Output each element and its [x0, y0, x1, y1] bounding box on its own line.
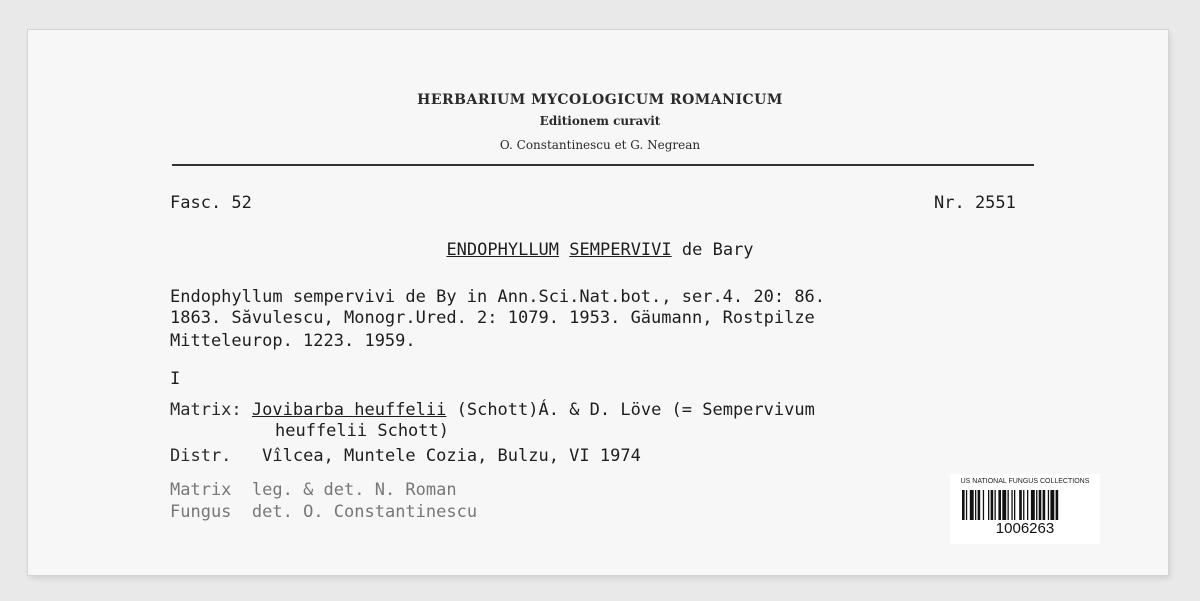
barcode-bar — [962, 490, 965, 520]
barcode-bar — [1002, 490, 1006, 520]
determiner-label: Fungus — [170, 502, 232, 522]
collector-line — [170, 480, 457, 501]
matrix-line-2: heuffelii Schott) — [275, 421, 449, 441]
barcode-bar — [966, 490, 967, 520]
host-name: Jovibarba heuffelii — [251, 400, 447, 420]
fascicle-number: Fasc. 52 — [170, 193, 252, 213]
determiner-text: det. O. Constantinescu — [251, 502, 478, 522]
collector-label: Matrix — [170, 480, 232, 500]
editors: O. Constantinescu et G. Negrean — [499, 138, 701, 152]
barcode-number: 1006263 — [995, 520, 1055, 537]
taxon-species: SEMPERVIVI — [569, 240, 672, 260]
barcode-bar — [1011, 490, 1012, 520]
specimen-number: Nr. 2551 — [934, 193, 1016, 213]
host-authority: (Schott)Á. & D. Löve (= Sempervivum — [446, 400, 815, 420]
barcode-bar — [995, 490, 996, 520]
barcode-bar — [991, 490, 994, 520]
distribution-text: Vîlcea, Muntele Cozia, Bulzu, VI 1974 — [262, 446, 641, 466]
header-divider — [172, 164, 1034, 166]
spore-stage: I — [170, 369, 181, 389]
distribution-label: Distr. — [170, 446, 232, 466]
barcode-bar — [1050, 490, 1054, 520]
determiner-line — [170, 502, 477, 523]
collector-text: leg. & det. N. Roman — [251, 480, 457, 500]
barcode-bar — [978, 490, 981, 520]
editor-line: Editionem curavit — [539, 114, 661, 128]
barcode-bar — [970, 490, 974, 520]
barcode-bar — [1019, 490, 1022, 520]
barcode-bar — [1056, 490, 1059, 520]
barcode-sticker — [950, 474, 1100, 544]
herbarium-title: HERBARIUM MYCOLOGICUM ROMANICUM — [417, 92, 783, 108]
barcode-bar — [988, 490, 989, 520]
barcode-bar — [998, 490, 1001, 520]
taxon-genus: ENDOPHYLLUM — [446, 240, 560, 260]
barcode-bar — [1023, 490, 1024, 520]
reference-line: Endophyllum sempervivi de By in Ann.Sci.Nat.bot., ser.4. 20: 86. — [170, 287, 826, 307]
barcode-bar — [1048, 490, 1049, 520]
matrix-label: Matrix: — [170, 400, 242, 420]
barcode-bar — [1036, 490, 1037, 520]
distribution-line — [170, 446, 641, 467]
taxon-title — [0, 240, 1200, 261]
barcode-bar — [1008, 490, 1009, 520]
reference-line: Mitteleurop. 1223. 1959. — [170, 331, 416, 351]
taxon-author: de Bary — [681, 240, 754, 260]
barcode-bar — [1043, 490, 1046, 520]
barcode-bar — [1027, 490, 1028, 520]
barcode-bars — [962, 490, 1088, 520]
barcode-bar — [983, 490, 984, 520]
barcode-bar — [1031, 490, 1035, 520]
reference-line: 1863. Săvulescu, Monogr.Ured. 2: 1079. 1953. Gäumann, Rostpilze — [170, 308, 815, 328]
matrix-line — [170, 400, 815, 421]
barcode-bar — [1014, 490, 1015, 520]
barcode-header: US NATIONAL FUNGUS COLLECTIONS — [960, 478, 1090, 485]
barcode-bar — [1039, 490, 1042, 520]
barcode-bar — [975, 490, 976, 520]
